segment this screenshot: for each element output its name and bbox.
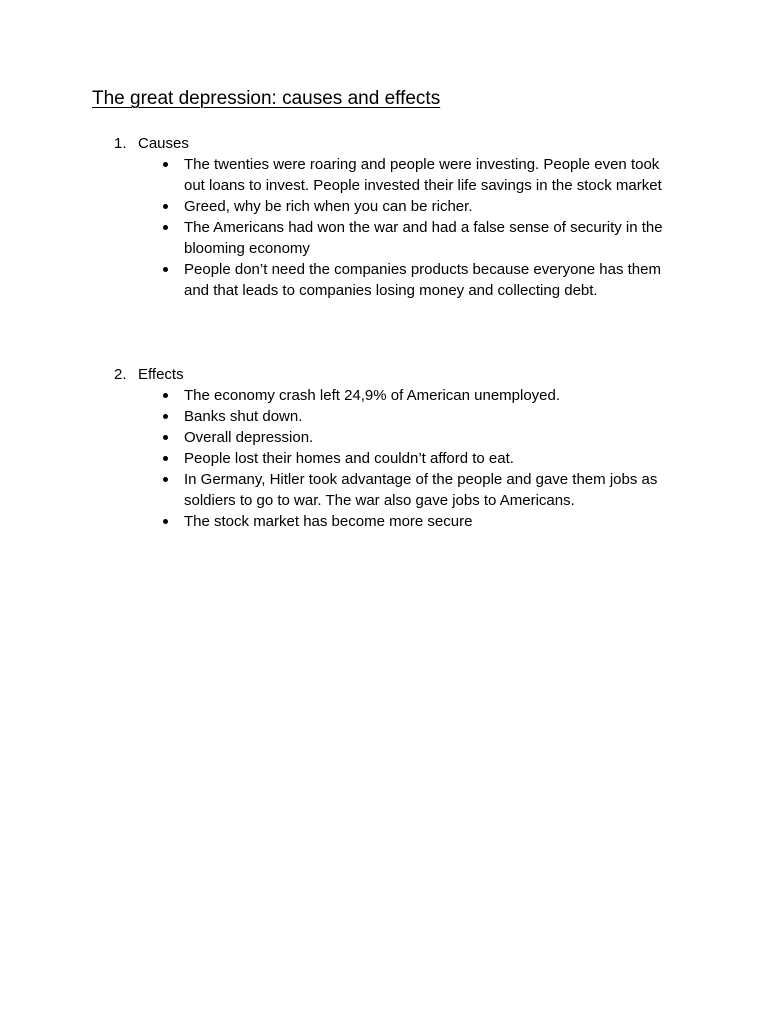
list-item [0, 154, 684, 196]
list-item-text: People lost their homes and couldn’t afford to eat. [184, 450, 514, 467]
bullet-list [0, 385, 768, 532]
section-title: Causes [138, 135, 189, 152]
section-heading [114, 364, 184, 385]
bullet-icon [163, 267, 168, 272]
list-item [0, 385, 684, 406]
bullet-icon [163, 477, 168, 482]
bullet-icon [163, 225, 168, 230]
list-item-text: The economy crash left 24,9% of American unemployed. [184, 387, 561, 404]
list-item [0, 511, 684, 532]
bullet-icon [163, 435, 168, 440]
bullet-icon [163, 162, 168, 167]
bullet-list [0, 154, 768, 301]
document-title: The great depression: causes and effects [92, 88, 441, 109]
list-item [0, 196, 684, 217]
list-item-text: In Germany, Hitler took advantage of the people and gave them jobs as soldiers to go to war. The war also gave jobs to Americans. [184, 471, 658, 509]
bullet-icon [163, 519, 168, 524]
section-heading [114, 133, 189, 154]
section-title: Effects [138, 366, 184, 383]
list-item [0, 469, 684, 511]
bullet-icon [163, 204, 168, 209]
bullet-icon [163, 414, 168, 419]
list-item [0, 259, 684, 301]
list-item-text: The twenties were roaring and people were investing. People even took out loans to invest. People invested their life savings in the stock market [184, 156, 662, 194]
list-item-text: Greed, why be rich when you can be richer. [184, 198, 473, 215]
list-item-text: People don’t need the companies products because everyone has them and that leads to companies losing money and collecting debt. [184, 261, 661, 299]
bullet-icon [163, 456, 168, 461]
list-item [0, 448, 684, 469]
list-item-text: Banks shut down. [184, 408, 303, 425]
section-number: 1. [114, 135, 127, 152]
section-number: 2. [114, 366, 127, 383]
list-item-text: The Americans had won the war and had a false sense of security in the blooming economy [184, 219, 663, 257]
list-item-text: The stock market has become more secure [184, 513, 473, 530]
list-item [0, 406, 684, 427]
list-item-text: Overall depression. [184, 429, 314, 446]
bullet-icon [163, 393, 168, 398]
list-item [0, 427, 684, 448]
list-item [0, 217, 684, 259]
